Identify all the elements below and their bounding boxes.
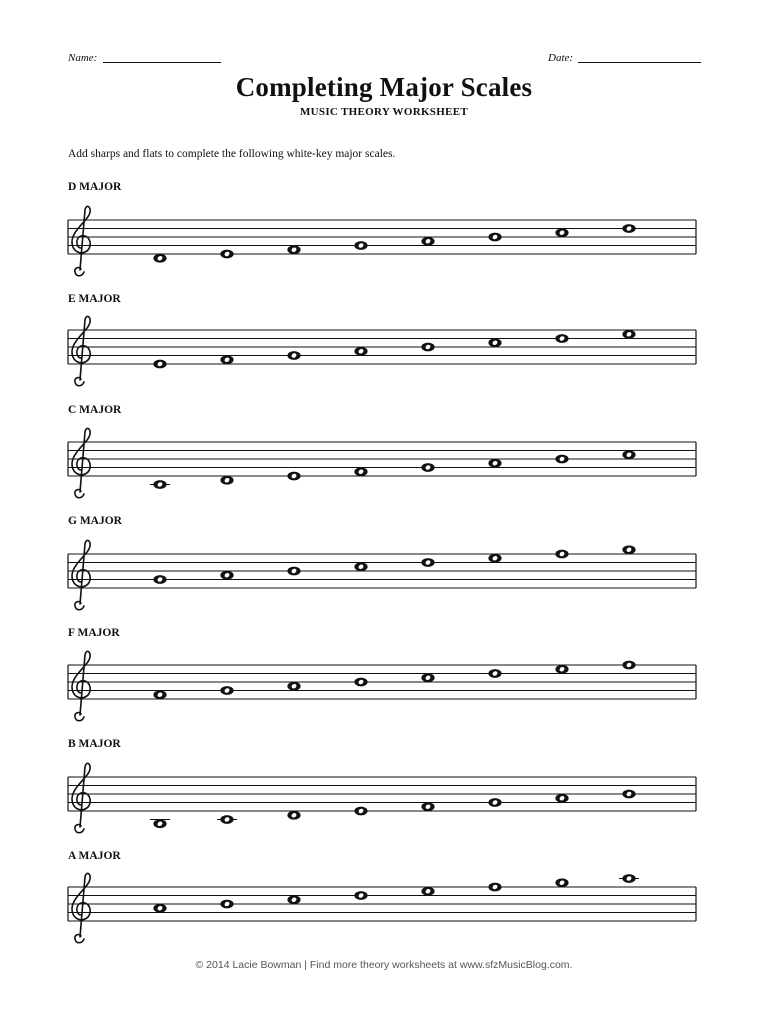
whole-note-e5[interactable]: [555, 665, 568, 674]
whole-note-a4[interactable]: [220, 571, 233, 580]
whole-note-f4[interactable]: [220, 355, 233, 364]
date-field[interactable]: [578, 62, 701, 63]
whole-note-d5[interactable]: [354, 891, 367, 900]
scale-label-g-major: G MAJOR: [68, 515, 122, 527]
whole-note-b4[interactable]: [622, 790, 635, 799]
whole-note-a4[interactable]: [354, 347, 367, 356]
whole-note-d5[interactable]: [488, 669, 501, 678]
treble-clef-icon: [72, 540, 90, 609]
date-label: Date:: [548, 52, 574, 64]
whole-note-e5[interactable]: [622, 330, 635, 339]
whole-note-b4[interactable]: [287, 567, 300, 576]
whole-note-b4[interactable]: [354, 678, 367, 687]
whole-note-a4[interactable]: [488, 459, 501, 468]
staff-e-major: [60, 316, 700, 386]
whole-note-f4[interactable]: [287, 245, 300, 254]
treble-clef-icon: [72, 316, 90, 385]
staff-d-major: [60, 206, 700, 276]
whole-note-d5[interactable]: [555, 334, 568, 343]
whole-note-d4[interactable]: [287, 811, 300, 820]
whole-note-g4[interactable]: [220, 686, 233, 695]
whole-note-g4[interactable]: [287, 351, 300, 360]
whole-note-f5[interactable]: [488, 883, 501, 892]
whole-note-f4[interactable]: [153, 690, 166, 699]
whole-note-e4[interactable]: [220, 250, 233, 259]
whole-note-g4[interactable]: [488, 798, 501, 807]
whole-note-d5[interactable]: [421, 558, 434, 567]
treble-clef-icon: [72, 206, 90, 275]
treble-clef-icon: [72, 763, 90, 832]
whole-note-e5[interactable]: [421, 887, 434, 896]
staff-g-major: [60, 540, 700, 610]
whole-note-c5[interactable]: [421, 673, 434, 682]
whole-note-c5[interactable]: [622, 450, 635, 459]
whole-note-c5[interactable]: [555, 228, 568, 237]
scale-label-d-major: D MAJOR: [68, 181, 122, 193]
whole-note-g4[interactable]: [153, 575, 166, 584]
name-field[interactable]: [103, 62, 221, 63]
instructions-text: Add sharps and flats to complete the following white-key major scales.: [68, 148, 396, 160]
whole-note-c5[interactable]: [354, 562, 367, 571]
whole-note-e4[interactable]: [153, 360, 166, 369]
whole-note-d4[interactable]: [220, 476, 233, 485]
scale-label-e-major: E MAJOR: [68, 293, 121, 305]
whole-note-b4[interactable]: [488, 233, 501, 242]
whole-note-c5[interactable]: [488, 338, 501, 347]
whole-note-d5[interactable]: [622, 224, 635, 233]
whole-note-b4[interactable]: [220, 900, 233, 909]
treble-clef-icon: [72, 873, 90, 942]
scale-label-f-major: F MAJOR: [68, 627, 120, 639]
whole-note-e5[interactable]: [488, 554, 501, 563]
whole-note-b4[interactable]: [421, 343, 434, 352]
whole-note-c5[interactable]: [287, 895, 300, 904]
staff-f-major: [60, 651, 700, 721]
whole-note-a4[interactable]: [555, 794, 568, 803]
whole-note-e4[interactable]: [354, 807, 367, 816]
whole-note-a4[interactable]: [287, 682, 300, 691]
whole-note-g4[interactable]: [421, 463, 434, 472]
whole-note-f5[interactable]: [622, 661, 635, 670]
whole-note-c4[interactable]: [153, 480, 166, 489]
staff-b-major: [60, 763, 700, 833]
whole-note-a4[interactable]: [153, 904, 166, 913]
whole-note-d4[interactable]: [153, 254, 166, 263]
whole-note-e4[interactable]: [287, 472, 300, 481]
whole-note-a5[interactable]: [622, 874, 635, 883]
scale-label-c-major: C MAJOR: [68, 404, 122, 416]
footer-credit: © 2014 Lacie Bowman | Find more theory worksheets at www.sfzMusicBlog.com.: [195, 959, 573, 971]
whole-note-g4[interactable]: [354, 241, 367, 250]
treble-clef-icon: [72, 428, 90, 497]
staff-c-major: [60, 428, 700, 498]
staff-a-major: [60, 873, 700, 943]
whole-note-b4[interactable]: [555, 455, 568, 464]
page-subtitle: MUSIC THEORY WORKSHEET: [300, 106, 468, 118]
whole-note-a4[interactable]: [421, 237, 434, 246]
whole-note-g5[interactable]: [555, 878, 568, 887]
whole-note-f4[interactable]: [354, 467, 367, 476]
whole-note-b3[interactable]: [153, 819, 166, 828]
whole-note-g5[interactable]: [622, 545, 635, 554]
treble-clef-icon: [72, 651, 90, 720]
whole-note-f4[interactable]: [421, 802, 434, 811]
page-title: Completing Major Scales: [235, 72, 533, 102]
scale-label-b-major: B MAJOR: [68, 738, 121, 750]
name-label: Name:: [68, 52, 98, 64]
scale-label-a-major: A MAJOR: [68, 850, 121, 862]
whole-note-c4[interactable]: [220, 815, 233, 824]
whole-note-f5[interactable]: [555, 550, 568, 559]
